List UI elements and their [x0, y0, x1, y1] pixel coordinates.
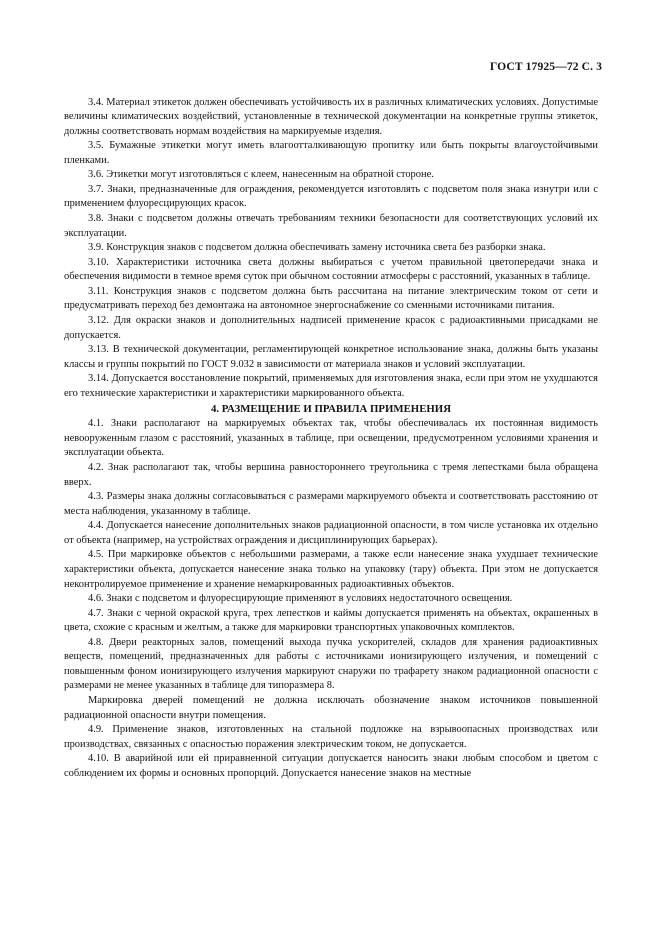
paragraph-4-7: 4.7. Знаки с черной окраской круга, трех лепестков и каймы допускается применять на объектах, окрашенных в цвета, схожие с красным и желтым, а также для маркировки транспортных упаковочных комплектов. — [64, 607, 598, 634]
paragraph-3-8: 3.8. Знаки с подсветом должны отвечать требованиям техники безопасности для соответствующих условий их эксплуатации. — [64, 213, 598, 239]
paragraph-4-6: 4.6. Знаки с подсветом и флуоресцирующие применяют в условиях недостаточного освещения. — [88, 593, 513, 605]
paragraph-3-4: 3.4. Материал этикеток должен обеспечивать устойчивость их в различных климатических условиях. Допустимые величины климатических воздействий, установленные в технической документации на конкретные группы этикеток, должны соответствовать нормам воздействия на маркируемые изделия. — [64, 96, 598, 137]
paragraph-3-5: 3.5. Бумажные этикетки могут иметь влагоотталкивающую пропитку или быть покрыты влагоустойчивыми пленками. — [64, 140, 598, 166]
paragraph-4-8-note: Маркировка дверей помещений не должна исключать обозначение знаком источников повышенной радиационной опасности внутри помещения. — [64, 695, 598, 721]
document-body — [64, 96, 598, 782]
paragraph-3-12: 3.12. Для окраски знаков и дополнительных надписей применение красок с радиоактивными присадками не допускается. — [64, 314, 598, 341]
paragraph-4-3: 4.3. Размеры знака должны согласовываться с размерами маркируемого объекта и соответствовать расстоянию от места наблюдения, указанному в таблице. — [64, 491, 598, 517]
paragraph-4-1: 4.1. Знаки располагают на маркируемых объектах так, чтобы обеспечивалась их постоянная видимость невооруженным глазом с расстояний, указанных в таблице, при освещении, предусмотренном условиями хранения и эксплуатации объекта. — [64, 418, 598, 459]
paragraph-3-14: 3.14. Допускается восстановление покрытий, применяемых для изготовления знака, если при этом не ухудшаются его технические характеристики и характеристики маркированного объекта. — [64, 373, 598, 399]
paragraph-3-9: 3.9. Конструкция знаков с подсветом должна обеспечивать замену источника света без разборки знака. — [88, 242, 546, 254]
paragraph-3-13: 3.13. В технической документации, регламентирующей конкретное использование знака, должны быть указаны классы и группы покрытий по ГОСТ 9.032 в зависимости от материала знаков и условий эксплуатации. — [64, 344, 598, 370]
paragraph-4-9: 4.9. Применение знаков, изготовленных на стальной подложке на взрывоопасных производствах или производствах, связанных с опасностью поражения электрическим током, не допускается. — [64, 724, 598, 750]
page-header: ГОСТ 17925—72 С. 3 — [489, 60, 602, 73]
section-title: 4. РАЗМЕЩЕНИЕ И ПРАВИЛА ПРИМЕНЕНИЯ — [210, 403, 451, 416]
paragraph-3-10: 3.10. Характеристики источника света должны выбираться с учетом правильной цветопередачи знака и обеспечения видимости в темное время суток при обычном состоянии атмосферы с расстояний, указанных в таблице. — [64, 256, 598, 283]
paragraph-4-4: 4.4. Допускается нанесение дополнительных знаков радиационной опасности, в том числе установка их отдельно от объекта (например, на устройствах ограждения и дисциплинирующих барьерах). — [64, 520, 598, 546]
paragraph-3-7: 3.7. Знаки, предназначенные для ограждения, рекомендуется изготовлять с подсветом поля знака изнутри или с применением флуоресцирующих красок. — [64, 183, 598, 210]
paragraph-4-8: 4.8. Двери реакторных залов, помещений выхода пучка ускорителей, складов для хранения радиоактивных веществ, помещений, предназначенных для работы с источниками ионизирующего излучения, и помещений с повышенным фоном ионизирующего излучения маркируют снаружи по трафарету знаком радиационной опасности с размерами не менее указанных в таблице для типоразмера 8. — [64, 636, 598, 692]
paragraph-4-10: 4.10. В аварийной или ей приравненной ситуации допускается наносить знаки любым способом и цветом с соблюдением их формы и основных пропорций. Допускается нанесение знаков на местные — [64, 753, 598, 779]
paragraph-4-2: 4.2. Знак располагают так, чтобы вершина равностороннего треугольника с тремя лепестками была обращена вверх. — [64, 462, 598, 488]
paragraph-3-6: 3.6. Этикетки могут изготовляться с клеем, нанесенным на обратной стороне. — [88, 169, 434, 181]
paragraph-4-5: 4.5. При маркировке объектов с небольшими размерами, а также если нанесение знака ухудшает технические характеристики объекта, допускается нанесение знака только на упаковку (тару) объекта. При этом не допускается неконтролируемое применение и хранение немаркированных радиоактивных объектов. — [64, 549, 598, 590]
paragraph-3-11: 3.11. Конструкция знаков с подсветом должна быть рассчитана на питание электрическим током от сети и предусматривать переход без демонтажа на автономное энергоснабжение со сменными источниками питания. — [64, 285, 598, 312]
